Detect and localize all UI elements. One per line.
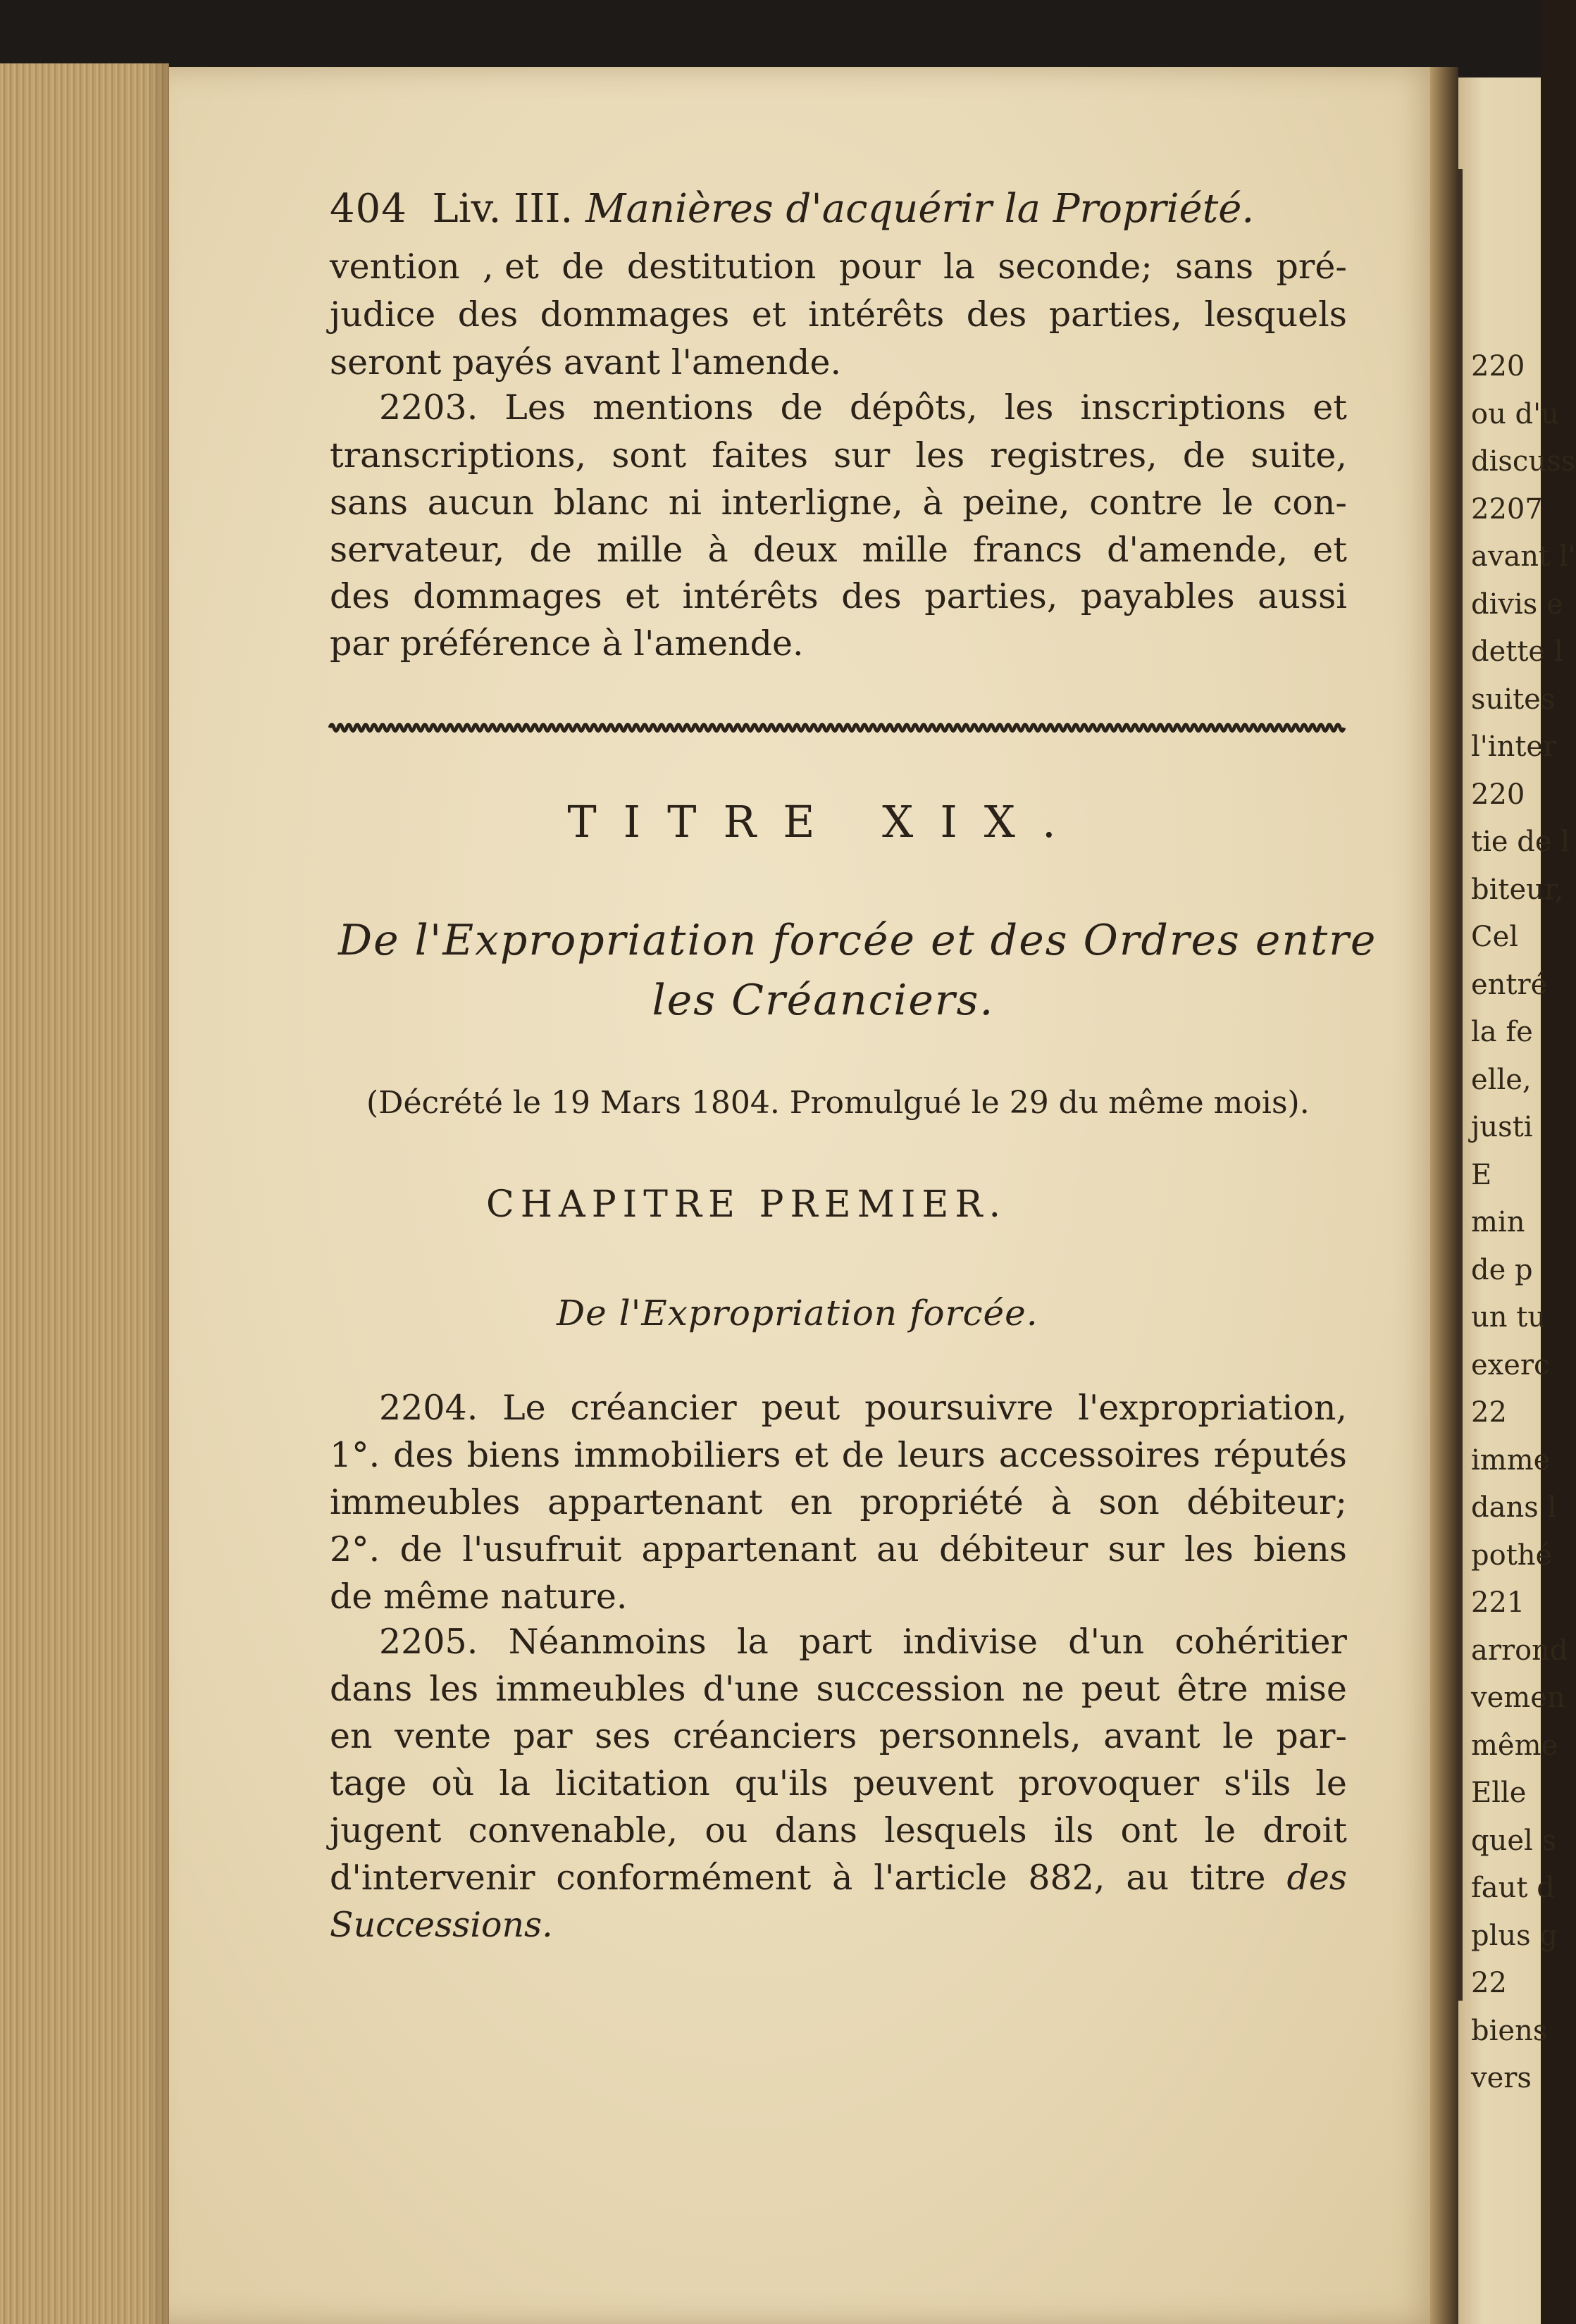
word: les: [1004, 387, 1054, 428]
art2205-line: [330, 1669, 1347, 1709]
facing-page-text: ou d'u: [1471, 397, 1559, 430]
word: et: [751, 294, 786, 335]
ornamental-rule: [330, 717, 1344, 738]
word: des: [457, 294, 519, 335]
word: des: [841, 576, 902, 616]
word: registres,: [990, 435, 1158, 476]
word: la: [943, 247, 975, 287]
word: , et: [483, 247, 539, 287]
word: de: [399, 1529, 442, 1570]
word: peine,: [962, 483, 1070, 523]
chapter-heading: CHAPITRE PREMIER.: [486, 1183, 1007, 1226]
word: peuvent: [852, 1763, 994, 1803]
facing-page-text: avant l': [1471, 540, 1576, 573]
word: à: [922, 483, 943, 523]
word: ils: [1053, 1810, 1094, 1851]
word: peut: [761, 1388, 840, 1428]
word: lesquels: [884, 1810, 1027, 1851]
word: immobiliers: [573, 1435, 781, 1475]
facing-page-text: discuss: [1471, 445, 1576, 478]
word: poursuivre: [864, 1388, 1054, 1428]
word: d'une: [702, 1669, 800, 1709]
word: appartenant: [641, 1529, 857, 1570]
facing-page-text: exerc: [1471, 1348, 1550, 1381]
word: en: [330, 1716, 373, 1756]
continuation-line: [330, 342, 1347, 383]
facing-page-text: entré: [1471, 968, 1548, 1001]
word: à: [832, 1858, 853, 1898]
word: dans: [330, 1669, 413, 1709]
word: droit: [1262, 1810, 1347, 1851]
word: conformément: [556, 1858, 812, 1898]
word: sur: [1107, 1529, 1165, 1570]
art2203-line: [330, 530, 1347, 570]
word: Néanmoins: [508, 1622, 707, 1662]
word: convenable,: [468, 1810, 678, 1851]
word: qu'ils: [734, 1763, 829, 1803]
word: sont: [612, 435, 687, 476]
word: le: [1315, 1763, 1347, 1803]
word: sans: [330, 483, 409, 523]
word: être: [1177, 1669, 1248, 1709]
art2205-line: [330, 1763, 1347, 1803]
word: indivise: [902, 1622, 1038, 1662]
word: transcriptions,: [330, 435, 587, 476]
facing-page-text: suites: [1471, 683, 1556, 716]
page-number: 404: [330, 186, 407, 232]
word: d'un: [1068, 1622, 1145, 1662]
word: provoquer: [1018, 1763, 1200, 1803]
word: vente: [395, 1716, 492, 1756]
titre-heading: TITRE XIX.: [567, 796, 1083, 847]
page-block-edge: [0, 63, 169, 2324]
facing-page-text: vers: [1471, 2062, 1532, 2094]
word: francs: [973, 530, 1083, 570]
facing-page-text: 220: [1471, 778, 1525, 811]
word: succession: [816, 1669, 1005, 1709]
facing-page-text: vemen: [1471, 1682, 1565, 1714]
word: sur: [833, 435, 891, 476]
word: l'article: [874, 1858, 1007, 1898]
facing-page-text: plus g: [1471, 1919, 1558, 1952]
facing-page-text: elle,: [1471, 1063, 1532, 1096]
word: judice: [330, 294, 436, 335]
facing-page-rule: [1458, 169, 1463, 2001]
word: destitution: [626, 247, 817, 287]
word: con-: [1272, 483, 1347, 523]
art2203-line: [330, 483, 1347, 523]
word: intérêts: [682, 576, 819, 616]
word: le: [1222, 1716, 1254, 1756]
word: blanc: [553, 483, 650, 523]
facing-page-text: biteur,: [1471, 873, 1564, 906]
book-label: Liv. III.: [432, 186, 573, 232]
word: de: [529, 530, 572, 570]
word: peut: [1081, 1669, 1160, 1709]
word: sans: [1175, 247, 1254, 287]
titre-subtitle-line1: De l'Expropriation forcée et des Ordres entre: [338, 916, 1377, 965]
facing-page-text: un tu: [1471, 1301, 1546, 1334]
word: aussi: [1258, 576, 1347, 616]
word: débiteur: [939, 1529, 1088, 1570]
word: tage: [330, 1763, 407, 1803]
word: dépôts,: [849, 387, 978, 428]
art2203-line: [379, 387, 1347, 428]
facing-page-text: arrond: [1471, 1634, 1568, 1667]
art2203-line: [330, 576, 1347, 616]
word: personnels,: [879, 1716, 1081, 1756]
word: par-: [1276, 1716, 1347, 1756]
art2205-line: [330, 1858, 1347, 1898]
facing-page-text: 220: [1471, 350, 1525, 383]
word: interligne,: [721, 483, 903, 523]
word: mentions: [592, 387, 754, 428]
word: la: [736, 1622, 769, 1662]
word: titre: [1190, 1858, 1266, 1898]
word: de: [1182, 435, 1226, 476]
book-gutter: [1430, 67, 1458, 2324]
word: ou: [705, 1810, 748, 1851]
facing-page-text: divis e: [1471, 588, 1563, 621]
word: où: [431, 1763, 475, 1803]
word: pour: [838, 247, 921, 287]
facing-page-text: de p: [1471, 1253, 1533, 1286]
art2205-line: [330, 1716, 1347, 1756]
facing-page-text: pothé: [1471, 1539, 1553, 1572]
facing-page-text: 22: [1471, 1967, 1507, 1999]
word: payables: [1080, 576, 1235, 616]
word: ne: [1022, 1669, 1065, 1709]
facing-page-text: quel s: [1471, 1824, 1557, 1857]
word: et: [1313, 387, 1347, 428]
word: des: [393, 1435, 454, 1475]
word: 2203.: [379, 387, 478, 428]
art2205-line: [379, 1622, 1347, 1662]
word: dans: [774, 1810, 857, 1851]
art2205-line: [330, 1905, 1347, 1945]
decree-note: (Décrété le 19 Mars 1804. Promulgué le 29 du même mois).: [366, 1085, 1310, 1121]
art2204-line: [330, 1577, 1347, 1617]
art2204-line: [330, 1529, 1347, 1570]
word: vention: [330, 247, 460, 287]
running-header: [330, 186, 1254, 232]
facing-page-text: 221: [1471, 1586, 1525, 1619]
word: avant: [1103, 1716, 1200, 1756]
facing-page-text: Cel: [1471, 921, 1519, 953]
word: 2204.: [379, 1388, 478, 1428]
art2204-line: [379, 1388, 1347, 1428]
word: parties,: [1048, 294, 1182, 335]
facing-page-text: imme: [1471, 1443, 1551, 1477]
word: le: [1222, 483, 1254, 523]
word: seront payés avant l'amende.: [330, 342, 842, 383]
art2204-line: [330, 1435, 1347, 1475]
facing-page-text: faut d: [1471, 1872, 1555, 1904]
word: appartenant: [547, 1482, 763, 1522]
word: le: [1204, 1810, 1236, 1851]
word: biens: [1253, 1529, 1347, 1570]
word: la: [499, 1763, 531, 1803]
word: créanciers: [672, 1716, 857, 1756]
running-title: Manières d'acquérir la Propriété.: [585, 186, 1255, 232]
chapter-subtitle: De l'Expropriation forcée.: [557, 1293, 1038, 1334]
word: et: [794, 1435, 829, 1475]
word: Successions.: [330, 1905, 553, 1945]
word: à: [1050, 1482, 1072, 1522]
word: mille: [862, 530, 948, 570]
word: intérêts: [808, 294, 945, 335]
word: débiteur;: [1186, 1482, 1347, 1522]
word: licitation: [555, 1763, 710, 1803]
facing-page-text: tie de l: [1471, 826, 1570, 858]
art2203-line: [330, 435, 1347, 476]
facing-page-text: dette l: [1471, 635, 1563, 668]
word: Les: [504, 387, 566, 428]
word: propriété: [860, 1482, 1024, 1522]
word: des: [330, 576, 390, 616]
word: les: [1184, 1529, 1234, 1570]
word: les: [429, 1669, 479, 1709]
word: immeubles: [330, 1482, 521, 1522]
word: aucun: [427, 483, 535, 523]
word: inscriptions: [1080, 387, 1286, 428]
word: par préférence à l'amende.: [330, 623, 804, 664]
word: de: [780, 387, 823, 428]
word: l'usufruit: [462, 1529, 622, 1570]
facing-page-text: dans l: [1471, 1491, 1557, 1524]
facing-page-fragment: [1458, 77, 1576, 2324]
word: créancier: [570, 1388, 737, 1428]
word: réputés: [1213, 1435, 1347, 1475]
word: ni: [668, 483, 702, 523]
facing-page-text: même: [1471, 1729, 1558, 1762]
word: dommages: [540, 294, 730, 335]
word: l'expropriation,: [1078, 1388, 1347, 1428]
word: ses: [595, 1716, 651, 1756]
word: les: [915, 435, 965, 476]
word: et: [625, 576, 659, 616]
word: au: [1126, 1858, 1169, 1898]
facing-page-text: E: [1471, 1158, 1492, 1191]
word: parties,: [924, 576, 1058, 616]
facing-page-text: 22: [1471, 1396, 1507, 1429]
art2204-line: [330, 1482, 1347, 1522]
facing-page-text: biens: [1471, 2014, 1548, 2047]
word: leurs: [898, 1435, 986, 1475]
word: son: [1098, 1482, 1160, 1522]
word: de: [841, 1435, 885, 1475]
word: 2205.: [379, 1622, 478, 1662]
word: 2°.: [330, 1529, 380, 1570]
facing-page-text: Elle: [1471, 1777, 1527, 1809]
italic-word: des: [1286, 1858, 1347, 1898]
word: de: [561, 247, 604, 287]
word: suite,: [1251, 435, 1347, 476]
word: jugent: [330, 1810, 442, 1851]
word: d'intervenir: [330, 1858, 535, 1898]
word: des: [966, 294, 1027, 335]
word: lesquels: [1204, 294, 1347, 335]
word: servateur,: [330, 530, 505, 570]
word: s'ils: [1224, 1763, 1291, 1803]
word: au: [876, 1529, 919, 1570]
word: et: [1313, 530, 1347, 570]
word: ont: [1120, 1810, 1178, 1851]
word: d'amende,: [1107, 530, 1289, 570]
word: cohéritier: [1174, 1622, 1347, 1662]
word: dommages: [413, 576, 602, 616]
continuation-line: [330, 294, 1347, 335]
scan-background: [0, 0, 1541, 77]
word: accessoires: [998, 1435, 1200, 1475]
word: 1°.: [330, 1435, 380, 1475]
word: biens: [466, 1435, 561, 1475]
facing-page-text: l'inter: [1471, 731, 1557, 763]
word: à: [707, 530, 728, 570]
continuation-line: [330, 247, 1347, 287]
facing-page-text: min: [1471, 1206, 1525, 1238]
word: mille: [596, 530, 683, 570]
word: en: [790, 1482, 833, 1522]
word: de même nature.: [330, 1577, 628, 1617]
word: seconde;: [998, 247, 1153, 287]
art2205-line: [330, 1810, 1347, 1851]
word: part: [799, 1622, 872, 1662]
word: deux: [752, 530, 838, 570]
word: immeubles: [495, 1669, 686, 1709]
art2203-line: [330, 623, 1347, 664]
word: par: [513, 1716, 573, 1756]
titre-subtitle-line2: les Créanciers.: [652, 976, 995, 1025]
facing-page-text: justi: [1471, 1111, 1533, 1143]
facing-page-text: la fe: [1471, 1016, 1533, 1048]
word: 882,: [1028, 1858, 1105, 1898]
word: pré-: [1276, 247, 1347, 287]
word: Le: [502, 1388, 546, 1428]
facing-page-text: 2207: [1471, 492, 1543, 526]
word: contre: [1089, 483, 1203, 523]
word: mise: [1265, 1669, 1347, 1709]
word: faites: [712, 435, 809, 476]
